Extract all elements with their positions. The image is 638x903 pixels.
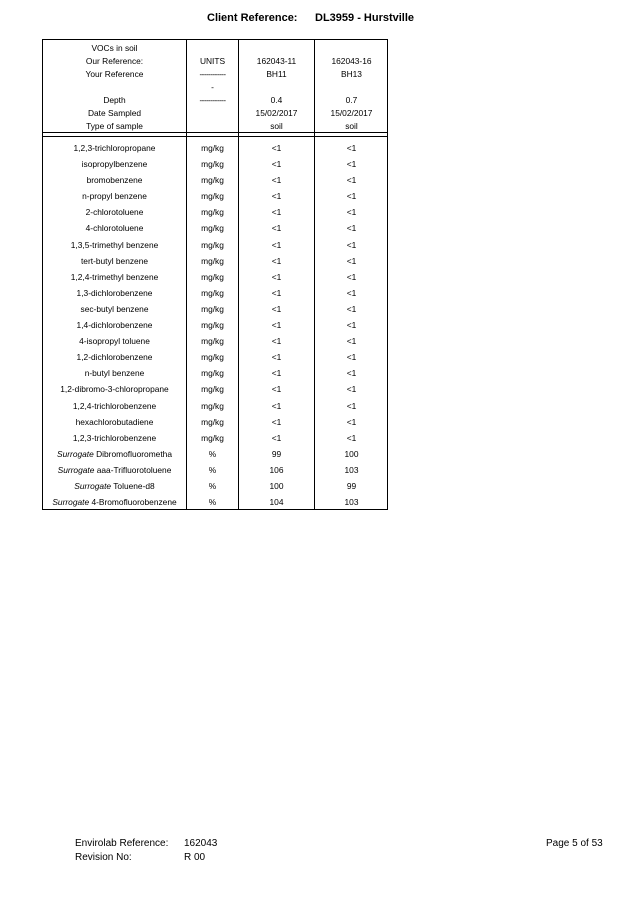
analyte-name: Dibromofluorometha — [96, 448, 172, 459]
header-units: ------------ — [199, 96, 226, 105]
surrogate-prefix: Surrogate — [74, 480, 112, 491]
analyte-name: 1,2,3-trichlorobenzene — [72, 432, 157, 443]
header-sample-2: soil — [345, 121, 358, 131]
surrogate-prefix: Surrogate — [57, 448, 94, 459]
analyte-cell — [43, 401, 186, 412]
analyte-cell — [43, 175, 186, 186]
sample-1-value: <1 — [271, 271, 282, 282]
analyte-name: n-propyl benzene — [82, 191, 147, 202]
table-row — [43, 479, 387, 495]
analyte-cell — [43, 191, 186, 202]
analyte-name: 1,4-dichlorobenzene — [76, 320, 153, 331]
sample-2-value: <1 — [346, 271, 357, 282]
sample-2-value: <1 — [346, 175, 357, 186]
sample-1-value: 104 — [269, 497, 284, 508]
table-row — [43, 366, 387, 382]
analyte-cell — [43, 272, 186, 283]
analyte-cell — [43, 481, 186, 492]
analyte-cell — [43, 433, 186, 444]
header-row — [43, 95, 387, 108]
header-sample-1: 0.4 — [270, 95, 283, 105]
table-row — [43, 238, 387, 254]
units-cell: mg/kg — [201, 191, 224, 202]
sample-1-value: <1 — [271, 143, 282, 153]
table-row — [43, 221, 387, 237]
units-cell: mg/kg — [201, 255, 224, 266]
header-row — [43, 56, 387, 69]
analyte-cell — [43, 336, 186, 347]
units-cell: mg/kg — [201, 271, 224, 282]
sample-2-value: <1 — [346, 143, 357, 153]
analyte-cell — [43, 352, 186, 363]
sample-1-value: <1 — [271, 368, 282, 379]
units-cell: mg/kg — [201, 239, 224, 250]
sample-2-value: <1 — [346, 191, 357, 202]
header-row — [43, 121, 387, 134]
units-cell: mg/kg — [201, 368, 224, 379]
table-header — [43, 43, 387, 134]
analyte-name: isopropylbenzene — [81, 159, 148, 170]
analyte-cell — [43, 497, 186, 508]
analyte-name: 1,2-dibromo-3-chloropropane — [60, 384, 169, 395]
analyte-cell — [43, 288, 186, 299]
header-row — [43, 82, 387, 95]
sample-2-value: <1 — [346, 223, 357, 234]
units-cell: % — [208, 448, 217, 459]
table-row — [43, 495, 387, 511]
sample-2-value: 100 — [344, 448, 359, 459]
sample-2-value: <1 — [346, 336, 357, 347]
header-sample-2: 162043-16 — [331, 56, 372, 66]
sample-1-value: 99 — [271, 448, 282, 459]
units-cell: mg/kg — [201, 207, 224, 218]
header-row — [43, 43, 387, 56]
sample-1-value: <1 — [271, 400, 282, 411]
sample-2-value: 99 — [346, 480, 357, 491]
client-reference-label: Client Reference: — [207, 12, 298, 24]
table-row — [43, 399, 387, 415]
table-row — [43, 254, 387, 270]
analyte-cell — [43, 159, 186, 170]
table-row — [43, 141, 387, 157]
analyte-cell — [43, 417, 186, 428]
header-label: Type of sample — [86, 121, 143, 131]
units-cell: % — [208, 464, 217, 475]
sample-2-value: <1 — [346, 432, 357, 443]
sample-2-value: <1 — [346, 384, 357, 395]
analyte-name: sec-butyl benzene — [80, 303, 149, 314]
sample-1-value: <1 — [271, 223, 282, 234]
analyte-cell — [43, 304, 186, 315]
units-cell: mg/kg — [201, 352, 224, 363]
analyte-name: 1,3,5-trimethyl benzene — [70, 239, 159, 250]
analyte-name: tert-butyl benzene — [80, 255, 149, 266]
table-row — [43, 382, 387, 398]
table-row — [43, 415, 387, 431]
analyte-name: 4-isopropyl toluene — [79, 336, 150, 347]
table-body — [43, 141, 387, 511]
page-number: Page 5 of 53 — [546, 838, 603, 849]
envirolab-reference-label: Envirolab Reference: — [75, 838, 169, 849]
analyte-cell — [43, 368, 186, 379]
header-label: VOCs in soil — [91, 43, 138, 53]
units-cell: % — [208, 480, 217, 491]
header-sample-2: 15/02/2017 — [330, 108, 373, 118]
table-row — [43, 463, 387, 479]
table-row — [43, 350, 387, 366]
header-label: Our Reference: — [85, 56, 144, 66]
analyte-cell — [43, 207, 186, 218]
sample-2-value: <1 — [346, 416, 357, 427]
sample-1-value: <1 — [271, 175, 282, 186]
sample-2-value: <1 — [346, 320, 357, 331]
sample-1-value: <1 — [271, 207, 282, 218]
analyte-name: 4-chlorotoluene — [85, 223, 144, 234]
sample-1-value: <1 — [271, 320, 282, 331]
table-row — [43, 205, 387, 221]
header-row — [43, 108, 387, 121]
sample-2-value: <1 — [346, 368, 357, 379]
analyte-name: 1,2-dichlorobenzene — [76, 352, 153, 363]
header-units: ------------ — [199, 70, 226, 79]
sample-1-value: <1 — [271, 239, 282, 250]
table-row — [43, 334, 387, 350]
header-label: Your Reference — [85, 69, 144, 79]
sample-1-value: <1 — [271, 432, 282, 443]
table-row — [43, 270, 387, 286]
units-cell: mg/kg — [201, 400, 224, 411]
table-row — [43, 318, 387, 334]
units-cell: mg/kg — [201, 432, 224, 443]
sample-2-value: <1 — [346, 159, 357, 170]
header-sample-1: BH11 — [266, 69, 287, 79]
analyte-name: n-butyl benzene — [84, 368, 145, 379]
table-row — [43, 286, 387, 302]
analyte-name: 1,3-dichlorobenzene — [76, 287, 153, 298]
header-row — [43, 69, 387, 82]
header-separator — [43, 136, 387, 137]
analyte-cell — [43, 465, 186, 476]
header-units: - — [211, 82, 214, 92]
sample-1-value: 100 — [269, 480, 284, 491]
sample-2-value: <1 — [346, 352, 357, 363]
table-row — [43, 189, 387, 205]
units-cell: mg/kg — [201, 223, 224, 234]
units-cell: mg/kg — [201, 336, 224, 347]
analyte-name: hexachlorobutadiene — [75, 416, 154, 427]
sample-2-value: <1 — [346, 287, 357, 298]
table-row — [43, 157, 387, 173]
sample-1-value: <1 — [271, 303, 282, 314]
sample-1-value: <1 — [271, 255, 282, 266]
analyte-name: 2-chlorotoluene — [85, 207, 144, 218]
units-cell: mg/kg — [201, 287, 224, 298]
sample-1-value: <1 — [271, 352, 282, 363]
units-cell: mg/kg — [201, 320, 224, 331]
header-label: Date Sampled — [87, 108, 142, 118]
client-reference-value: DL3959 - Hurstville — [315, 12, 415, 24]
sample-2-value: <1 — [346, 207, 357, 218]
sample-1-value: <1 — [271, 416, 282, 427]
units-cell: % — [208, 497, 217, 508]
analyte-name: bromobenzene — [86, 175, 143, 186]
analyte-cell — [43, 320, 186, 331]
surrogate-prefix: Surrogate — [52, 497, 90, 508]
analyte-name: 4-Bromofluorobenzene — [91, 497, 177, 508]
header-sample-1: 15/02/2017 — [255, 108, 298, 118]
units-cell: mg/kg — [201, 303, 224, 314]
analyte-name: 1,2,4-trichlorobenzene — [72, 400, 157, 411]
analyte-cell — [43, 384, 186, 395]
results-table — [42, 39, 388, 510]
units-cell: mg/kg — [201, 416, 224, 427]
units-cell: mg/kg — [201, 159, 224, 170]
analyte-cell — [43, 240, 186, 251]
analyte-cell — [43, 143, 186, 154]
header-sample-1: 162043-11 — [256, 56, 297, 66]
revision-value: R 00 — [184, 852, 206, 863]
analyte-name: 1,2,3-trichloropropane — [73, 143, 156, 153]
analyte-cell — [43, 223, 186, 234]
table-row — [43, 173, 387, 189]
units-cell: mg/kg — [201, 143, 224, 153]
sample-1-value: <1 — [271, 287, 282, 298]
sample-2-value: <1 — [346, 239, 357, 250]
units-cell: mg/kg — [201, 175, 224, 186]
header-label: Depth — [103, 95, 126, 105]
analyte-cell — [43, 449, 186, 460]
units-cell: mg/kg — [201, 384, 224, 395]
sample-2-value: <1 — [346, 400, 357, 411]
sample-1-value: <1 — [271, 336, 282, 347]
sample-1-value: <1 — [271, 191, 282, 202]
sample-1-value: 106 — [269, 464, 284, 475]
surrogate-prefix: Surrogate — [57, 464, 95, 475]
table-row — [43, 447, 387, 463]
envirolab-reference-value: 162043 — [184, 838, 218, 849]
sample-2-value: <1 — [346, 255, 357, 266]
header-sample-1: soil — [270, 121, 283, 131]
table-row — [43, 302, 387, 318]
sample-2-value: 103 — [344, 497, 359, 508]
sample-2-value: 103 — [344, 464, 359, 475]
revision-label: Revision No: — [75, 852, 132, 863]
sample-1-value: <1 — [271, 159, 282, 170]
header-sample-2: 0.7 — [345, 95, 358, 105]
table-row — [43, 431, 387, 447]
header-sample-2: BH13 — [341, 69, 362, 79]
analyte-name: Toluene-d8 — [113, 480, 155, 491]
sample-1-value: <1 — [271, 384, 282, 395]
sample-2-value: <1 — [346, 303, 357, 314]
analyte-cell — [43, 256, 186, 267]
analyte-name: 1,2,4-trimethyl benzene — [70, 271, 159, 282]
header-units: UNITS — [199, 56, 226, 66]
analyte-name: aaa-Trifluorotoluene — [96, 464, 172, 475]
